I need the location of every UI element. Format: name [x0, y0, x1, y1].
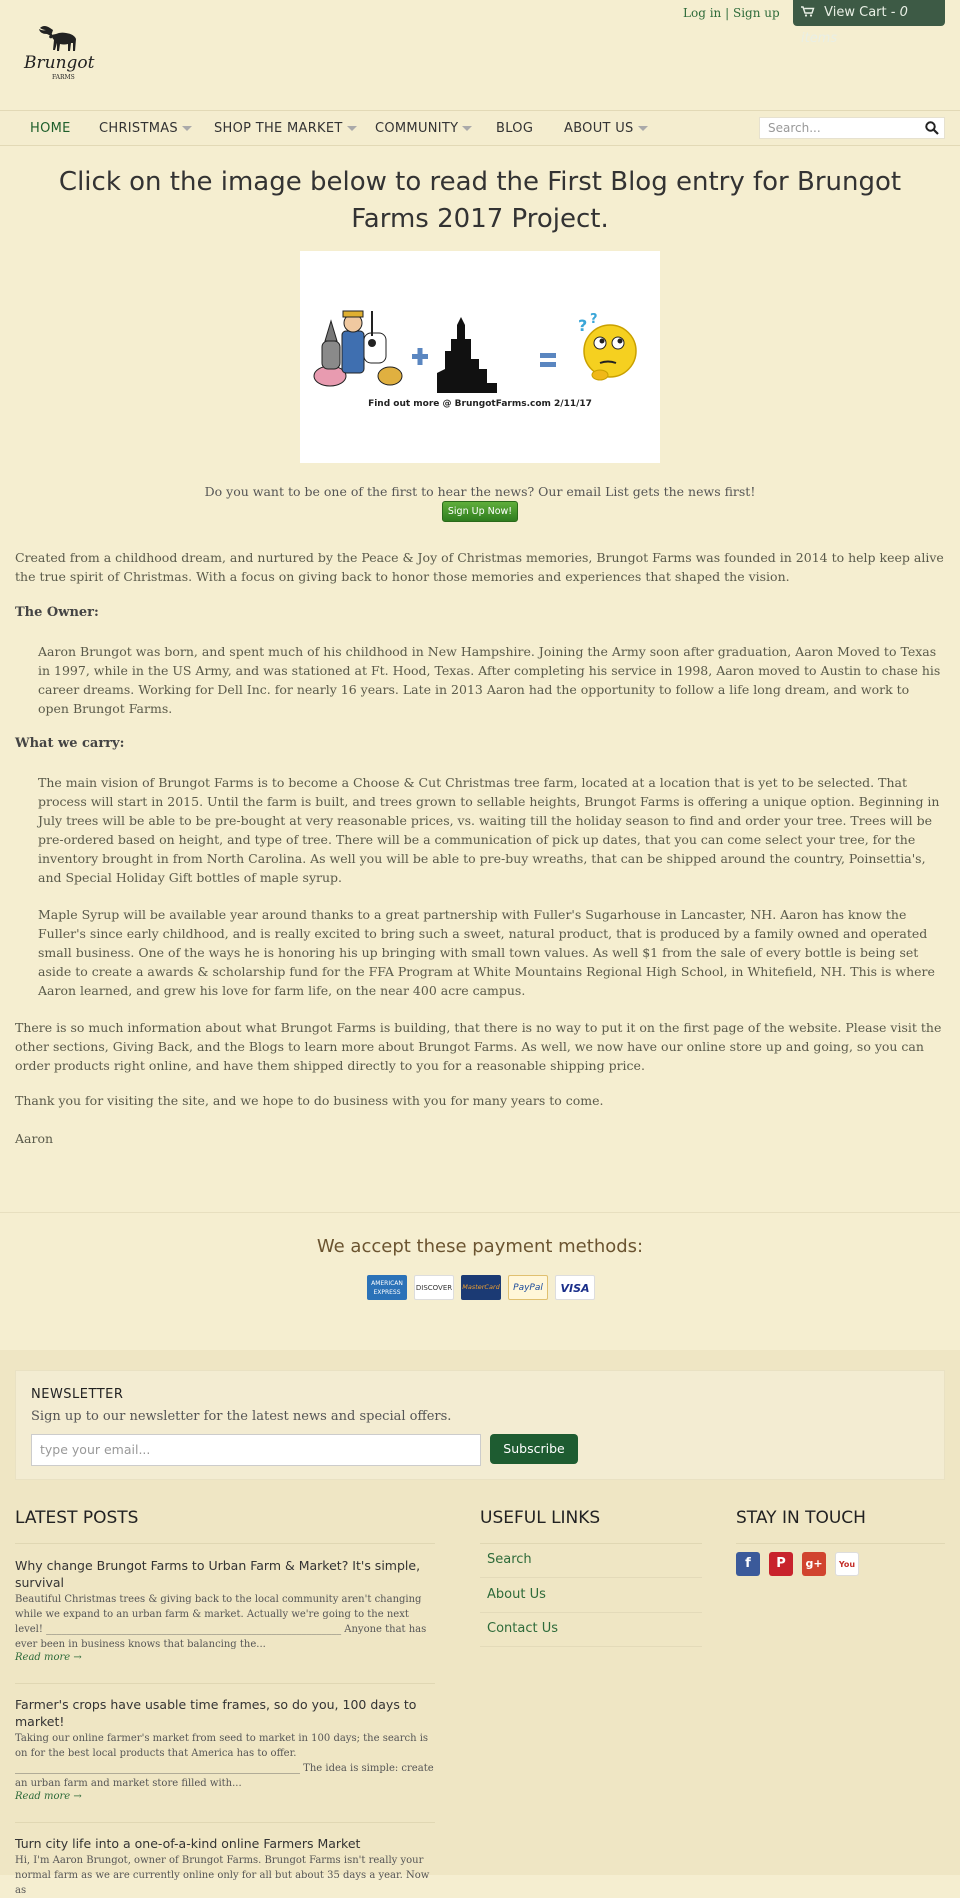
chevron-down-icon	[347, 126, 357, 131]
nav-home[interactable]	[30, 111, 71, 147]
pinterest-icon[interactable]: P	[769, 1552, 793, 1576]
farm-animals-illustration	[314, 311, 402, 386]
link-separator: |	[725, 6, 730, 20]
post-excerpt-2: Taking our online farmer's market from seed to market in 100 days; the search is on for the best local products that America has to offer. _________________________________________________________ The idea is simple: create an urban farm and market store filled with...	[15, 1733, 434, 1789]
nav-christmas[interactable]	[99, 111, 192, 147]
carry-paragraph-2: Maple Syrup will be available year around thanks to a great partnership with Fuller's Sugarhouse in Lancaster, NH. Aaron has know the Fuller's since early childhood, and is really excited to bring such a sweet, natural product, that is produced by a family owned and operated small business. One of the ways he is honoring his up bringing with small town values. As well $1 from the sale of every bottle is being set aside to create a awards & scholarship fund for the FFA Program at White Mountains Regional High School, in Whitefield, NH. This is where Aaron learned, and grew his love for farm life, on the near 400 acre campus.	[38, 907, 935, 998]
link-divider	[480, 1612, 702, 1613]
blog-entry-image[interactable]	[300, 251, 660, 463]
nav-home-label: HOME	[30, 121, 71, 136]
city-skyline-icon	[437, 317, 497, 393]
nav-community-label: COMMUNITY	[375, 121, 459, 136]
nav-blog[interactable]	[496, 111, 533, 147]
footer-link-contact-us[interactable]: Contact Us	[487, 1621, 558, 1636]
cart-icon	[801, 5, 818, 20]
useful-links-title: USEFUL LINKS	[480, 1508, 601, 1528]
mastercard-icon: MasterCard	[461, 1275, 501, 1300]
newsletter-panel	[15, 1370, 945, 1480]
payment-methods-title: We accept these payment methods:	[316, 1236, 644, 1257]
carry-heading: What we carry:	[15, 736, 125, 751]
footer-link-about-us[interactable]: About Us	[487, 1587, 546, 1602]
more-info-paragraph: There is so much information about what Brungot Farms is building, that there is no way to put it on the first page of the website. Please visit the other sections, Giving Back, and the Blogs to learn more about Brungot Farms. As well, we now have our online store up and going, so you can order products right online, and have them shipped directly to you for a reasonable shipping price.	[15, 1020, 942, 1073]
post-title-1[interactable]: Why change Brungot Farms to Urban Farm & Market? It's simple, survival	[15, 1558, 421, 1590]
post-excerpt-1: Beautiful Christmas trees & giving back to the local community aren't changing while we expand to an urban farm & market. Actually we're going to the next level! ___________________________________________________________ Anyone that has ever been in business knows that balancing the...	[15, 1594, 427, 1650]
amex-icon: AMERICAN EXPRESS	[367, 1275, 407, 1300]
owner-heading: The Owner:	[15, 605, 99, 620]
nav-shop-label: SHOP THE MARKET	[214, 121, 343, 136]
useful-links-rule	[480, 1543, 702, 1544]
stay-in-touch-rule	[736, 1543, 945, 1544]
link-divider	[480, 1577, 702, 1578]
nav-about-us[interactable]	[564, 111, 648, 147]
logo-wordmark: Brungot	[24, 53, 95, 73]
read-more-link-2[interactable]: Read more →	[15, 1791, 82, 1802]
owner-paragraph: Aaron Brungot was born, and spent much of his childhood in New Hampshire. Joining the Army soon after graduation, Aaron Moved to Texas in 1997, while in the US Army, and was stationed at Ft. Hood, Texas. After completing his service in 1998, Aaron moved to Austin to chase his career dreams. Working for Dell Inc. for nearly 16 years. Late in 2013 Aaron had the opportunity to follow a life long dream, and work to open Brungot Farms.	[38, 644, 941, 716]
email-input[interactable]: type your email...	[31, 1434, 481, 1466]
signature: Aaron	[15, 1131, 54, 1146]
account-links	[683, 6, 780, 20]
chevron-down-icon	[638, 126, 648, 131]
carry-paragraph-1: The main vision of Brungot Farms is to become a Choose & Cut Christmas tree farm, located at a location that is yet to be selected. That process will start in 2015. Until the farm is built, and trees grown to sellable heights, Brungot Farms is offering a unique option. Beginning in July trees will be able to be pre-bought at very reasonable prices, vs. waiting till the holiday season to find and order your tree. Trees will be pre-ordered based on height, and type of tree. There will be a communication of pick up dates, that you can come select your tree, for the inventory brought in from North Carolina. As well you will be able to pre-buy wreaths, that can be shipped around the country, Poinsettia's, and Special Holiday Gift bottles of maple syrup.	[38, 775, 940, 885]
cart-count: - 0 items	[801, 5, 908, 46]
cart-label: View Cart	[824, 5, 887, 20]
nav-about-label: ABOUT US	[564, 121, 634, 136]
footer-link-search[interactable]: Search	[487, 1552, 532, 1567]
svg-text:?: ?	[578, 316, 588, 335]
post-divider	[15, 1683, 435, 1684]
chevron-down-icon	[462, 126, 472, 131]
nav-shop-the-market[interactable]	[214, 111, 357, 147]
post-title-3[interactable]: Turn city life into a one-of-a-kind online Farmers Market	[15, 1836, 361, 1851]
stay-in-touch-title: STAY IN TOUCH	[736, 1508, 866, 1528]
discover-icon: DISCOVER	[414, 1275, 454, 1300]
latest-posts-rule	[15, 1543, 435, 1544]
equals-icon	[540, 353, 556, 367]
post-divider	[15, 1822, 435, 1823]
googleplus-icon[interactable]: g+	[802, 1552, 826, 1576]
read-more-link-1[interactable]: Read more →	[15, 1652, 82, 1663]
chevron-down-icon	[182, 126, 192, 131]
paypal-icon: PayPal	[508, 1275, 548, 1300]
facebook-icon[interactable]: f	[736, 1552, 760, 1576]
brungot-logo[interactable]	[22, 22, 104, 82]
intro-paragraph: Created from a childhood dream, and nurtured by the Peace & Joy of Christmas memories, Brungot Farms was founded in 2014 to help keep alive the true spirit of Christmas. With a focus on giving back to honor those memories and experiences that shaped the vision.	[15, 550, 944, 584]
login-link[interactable]: Log in	[683, 6, 722, 20]
post-excerpt-3: Hi, I'm Aaron Brungot, owner of Brungot Farms. Brungot Farms isn't really your normal farm as we are currently online only for all but about 35 days a year. Now as	[15, 1855, 430, 1896]
nav-blog-label: BLOG	[496, 121, 534, 136]
visa-icon: VISA	[555, 1275, 595, 1300]
newsletter-teaser: Do you want to be one of the first to hear the news? Our email List gets the news first!	[204, 484, 756, 499]
image-caption: Find out more @ BrungotFarms.com 2/11/17	[368, 399, 592, 409]
newsletter-text: Sign up to our newsletter for the latest news and special offers.	[31, 1409, 452, 1424]
thanks-paragraph: Thank you for visiting the site, and we hope to do business with you for many years to come.	[15, 1093, 604, 1108]
page-headline: Click on the image below to read the First Blog entry for Brungot Farms 2017 Project.	[58, 167, 902, 234]
nav-christmas-label: CHRISTMAS	[99, 121, 178, 136]
link-divider	[480, 1646, 702, 1647]
latest-posts-title: LATEST POSTS	[15, 1508, 139, 1528]
section-divider	[0, 1212, 960, 1213]
moose-icon	[39, 26, 76, 51]
thinking-face-icon	[578, 312, 636, 380]
search-input[interactable]: Search...	[759, 117, 945, 139]
sign-up-now-button[interactable]: Sign Up Now!	[442, 501, 518, 522]
youtube-icon[interactable]: You	[835, 1552, 859, 1576]
view-cart-button[interactable]	[793, 0, 945, 46]
search-icon[interactable]	[925, 120, 939, 134]
signup-link[interactable]: Sign up	[732, 6, 780, 20]
subscribe-button[interactable]: Subscribe	[490, 1434, 578, 1464]
newsletter-title: NEWSLETTER	[31, 1387, 124, 1402]
logo-sub: FARMS	[52, 74, 75, 81]
nav-community[interactable]	[375, 111, 472, 147]
svg-text:?: ?	[590, 312, 598, 327]
post-title-2[interactable]: Farmer's crops have usable time frames, so do you, 100 days to market!	[15, 1697, 417, 1729]
plus-icon	[412, 348, 428, 365]
